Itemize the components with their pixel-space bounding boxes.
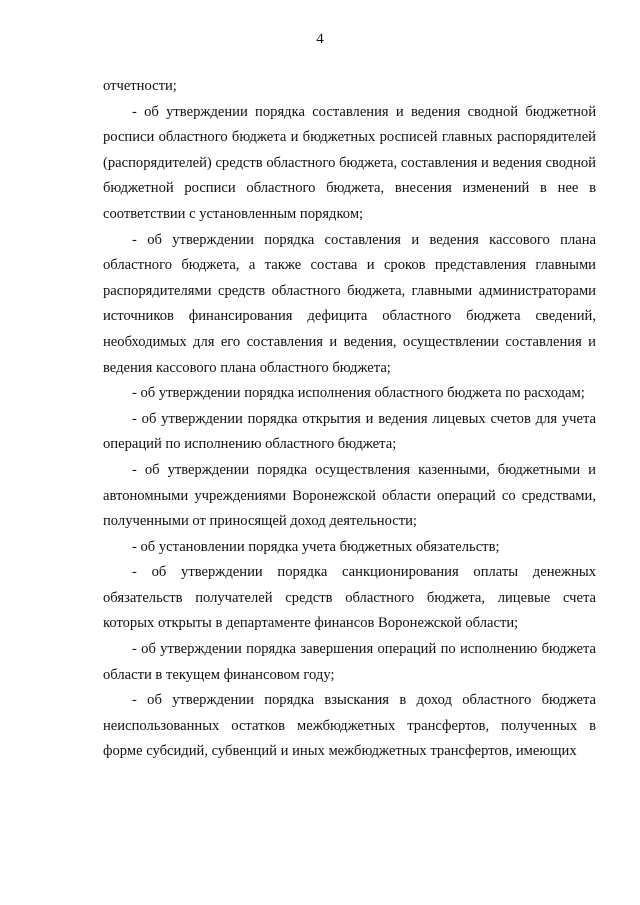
paragraph-income-operations: - об утверждении порядка осуществления казенными, бюджетными и автономными учреждениями Воронежской области операций со средствами, полученными от приносящей доход деятельности; (103, 461, 596, 530)
paragraph-year-end-operations: - об утверждении порядка завершения операций по исполнению бюджета области в текущем финансовом году; (103, 641, 596, 683)
paragraph-continuation: отчетности; (103, 78, 177, 94)
page-number: 4 (316, 31, 324, 47)
paragraph-budget-schedule: - об утверждении порядка составления и ведения сводной бюджетной росписи областного бюджета и бюджетных росписей главных распорядителей (распорядителей) средств областного бюджета, составления и ведения сводной бюджетной росписи областного бюджета, внесения изменений в нее в соответствии с установленным порядком; (103, 103, 596, 222)
paragraph-expenditure-execution: - об утверждении порядка исполнения областного бюджета по расходам; (132, 385, 585, 402)
document-body (103, 74, 596, 765)
paragraph-transfer-recovery: - об утверждении порядка взыскания в доход областного бюджета неиспользованных остатков межбюджетных трансфертов, полученных в форме субсидий, субвенций и иных межбюджетных трансфертов, имеющих (103, 692, 596, 760)
paragraph-personal-accounts: - об утверждении порядка открытия и ведения лицевых счетов для учета операций по исполнению областного бюджета; (103, 410, 596, 453)
paragraph-payment-authorization: - об утверждении порядка санкционирования оплаты денежных обязательств получателей средств областного бюджета, лицевые счета которых открыты в департаменте финансов Воронежской области; (103, 564, 596, 632)
paragraph-cash-plan: - об утверждении порядка составления и ведения кассового плана областного бюджета, а также состава и сроков представления главными распорядителями средств областного бюджета, главными администраторами источников финансирования дефицита областного бюджета сведений, необходимых для его составления и ведения, осуществлении составления и ведения кассового плана областного бюджета; (103, 231, 596, 376)
paragraph-obligations-accounting: - об установлении порядка учета бюджетных обязательств; (132, 538, 500, 555)
